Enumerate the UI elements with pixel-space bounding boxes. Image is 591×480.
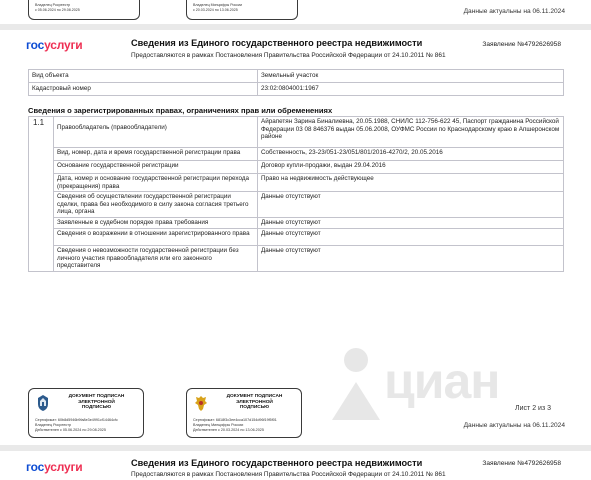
rights-value: Айрапетян Зарина Биналиевна, 20.05.1988, СНИЛС 112-756-622 45, Паспорт гражданина Российской Федерации 03 08 846376 выдан 05.06.2008, ОУФМС России по Краснодарскому краю в Апшеронском районе <box>258 117 564 148</box>
gosuslugi-logo: госуслуги <box>26 38 83 52</box>
double-headed-eagle-emblem-icon <box>194 394 208 412</box>
signature-stamp-fragment: Владелец Минцифры России с 20.03.2024 по 13.06.2025 <box>186 0 298 20</box>
rights-label: Сведения об осуществлении государственной регистрации сделки, права без необходимого в силу закона согласия третьего лица, органа <box>54 192 258 218</box>
electronic-signature-stamp: ДОКУМЕНТ ПОДПИСАН ЭЛЕКТРОННОЙ ПОДПИСЬЮ Сертификат: 60b8d5946b9fa8e3e4991cf14464cfc Владелец Росреестр Действителен с 05.06.2024 по 29.08.2025 <box>28 388 144 438</box>
table-row <box>29 217 564 228</box>
rights-label: Вид, номер, дата и время государственной регистрации права <box>54 148 258 161</box>
rosreestr-emblem-icon <box>36 394 50 412</box>
table-row <box>29 148 564 161</box>
cadastral-number-value: 23:02:0804001:1967 <box>258 83 564 96</box>
data-actual-date: Данные актуальны на 06.11.2024 <box>463 422 565 429</box>
page-title: Сведения из Единого государственного реестра недвижимости <box>131 458 423 468</box>
cian-watermark: циан <box>326 342 506 422</box>
cian-logo-icon <box>326 342 386 422</box>
rights-label: Сведения о возражении в отношении зарегистрированного права <box>54 228 258 245</box>
table-row <box>29 192 564 218</box>
next-page-fragment <box>0 451 591 480</box>
rights-value: Данные отсутствуют <box>258 192 564 218</box>
sheet-number: Лист 2 из 3 <box>515 405 551 412</box>
signature-stamp-fragment: Владелец Росреестр с 05.06.2024 по 29.08.2025 <box>28 0 140 20</box>
page-header <box>0 30 591 60</box>
rights-label: Правообладатель (правообладатели) <box>54 117 258 148</box>
table-row <box>29 245 564 271</box>
cadastral-number-label: Кадастровый номер <box>29 83 258 96</box>
page-subtitle: Предоставляются в рамках Постановления Правительства Российской Федерации от 24.10.2011 № 861 <box>131 52 446 59</box>
rights-label: Основание государственной регистрации <box>54 161 258 174</box>
object-type-label: Вид объекта <box>29 70 258 83</box>
previous-page-fragment <box>0 0 591 24</box>
rights-value: Данные отсутствуют <box>258 217 564 228</box>
statement-number: Заявление №4792626958 <box>482 41 561 48</box>
rights-section-title: Сведения о зарегистрированных правах, ограничениях прав или обременениях <box>28 106 333 115</box>
rights-entry-number: 1.1 <box>29 117 54 272</box>
rights-value: Договор купли-продажи, выдан 29.04.2016 <box>258 161 564 174</box>
page-subtitle: Предоставляются в рамках Постановления Правительства Российской Федерации от 24.10.2011 № 861 <box>131 471 446 478</box>
rights-value: Собственность, 23-23/051-23/051/801/2016-4270/2, 20.05.2016 <box>258 148 564 161</box>
rights-value: Данные отсутствуют <box>258 245 564 271</box>
gosuslugi-logo: госуслуги <box>26 460 83 474</box>
rights-label: Заявленные в судебном порядке права требования <box>54 217 258 228</box>
table-row <box>29 174 564 192</box>
rights-value: Право на недвижимость действующее <box>258 174 564 192</box>
document-page <box>0 30 591 445</box>
object-type-value: Земельный участок <box>258 70 564 83</box>
table-row <box>29 161 564 174</box>
rights-value: Данные отсутствуют <box>258 228 564 245</box>
rights-label: Сведения о невозможности государственной регистрации без личного участия правообладателя или его законного представителя <box>54 245 258 271</box>
rights-table <box>28 116 564 272</box>
object-table <box>28 69 564 96</box>
rights-label: Дата, номер и основание государственной регистрации перехода (прекращения) права <box>54 174 258 192</box>
table-row <box>29 83 564 96</box>
table-row <box>29 70 564 83</box>
statement-number: Заявление №4792626958 <box>482 460 561 467</box>
table-row <box>29 117 564 148</box>
electronic-signature-stamp: ДОКУМЕНТ ПОДПИСАН ЭЛЕКТРОННОЙ ПОДПИСЬЮ Сертификат: 6818f3c3ee4cca107d154d96f19f5f01 Владелец Минцифры России Действителен с 20.03.2024 по 13.06.2025 <box>186 388 302 438</box>
table-row <box>29 228 564 245</box>
page-title: Сведения из Единого государственного реестра недвижимости <box>131 38 423 48</box>
data-actual-date: Данные актуальны на 06.11.2024 <box>463 8 565 15</box>
